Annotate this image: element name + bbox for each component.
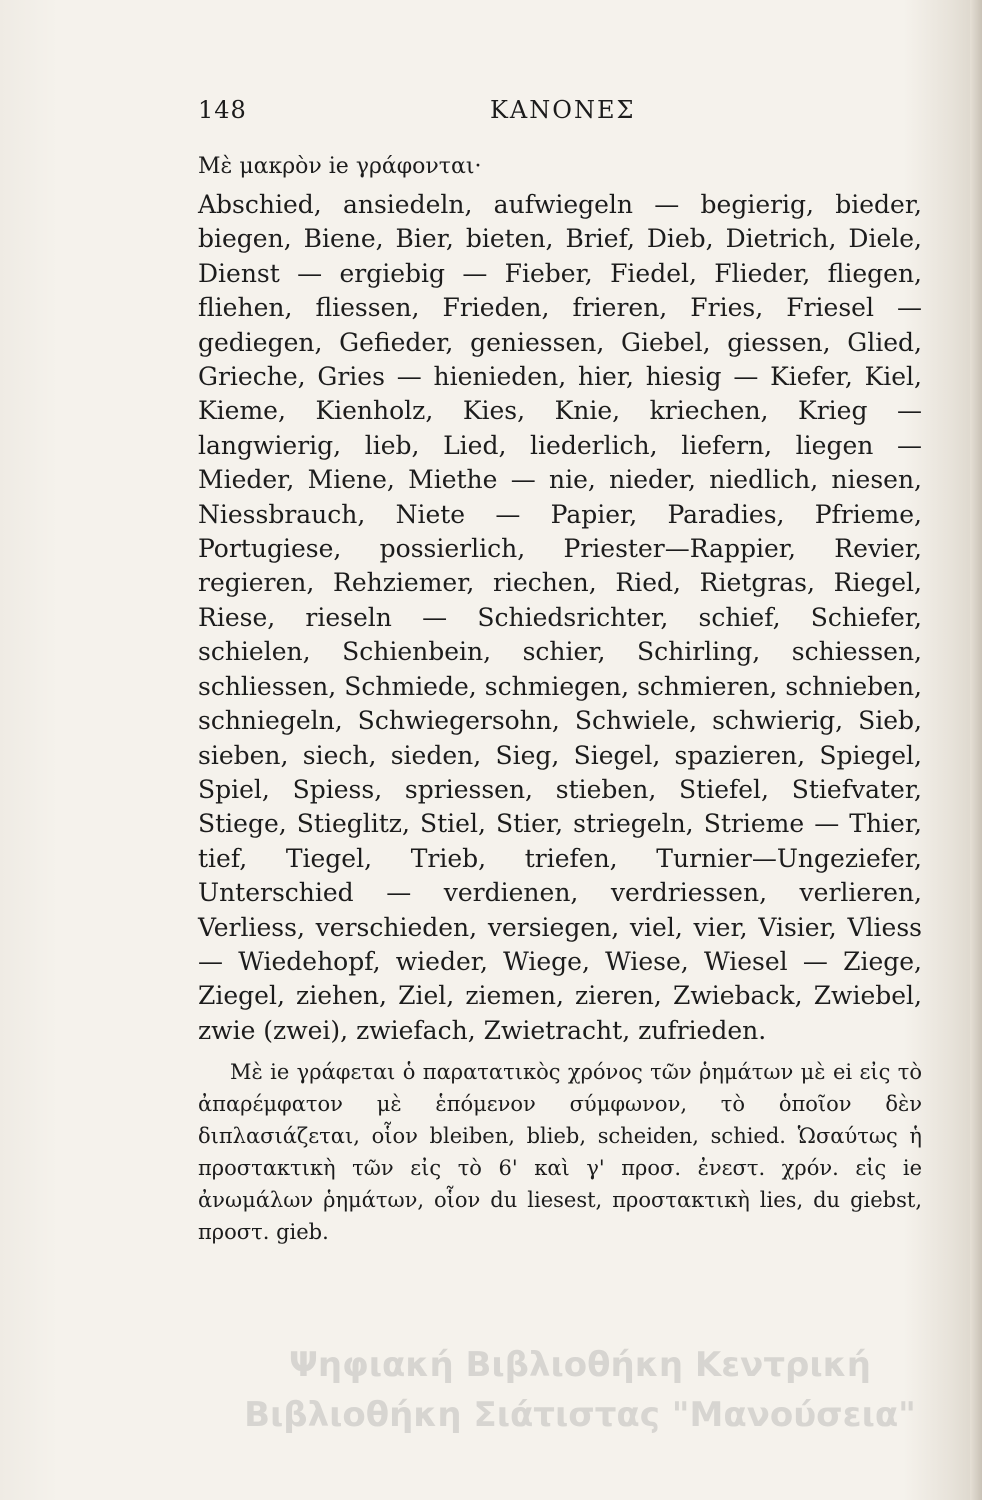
library-watermark: Ψηφιακή Βιβλιοθήκη Κεντρική Βιβλιοθήκη Σιάτιστας "Μανούσεια"	[244, 1345, 916, 1435]
page-edge	[970, 0, 982, 1500]
running-title: ΚΑΝΟΝΕΣ	[490, 96, 636, 124]
grammar-note: Μὲ ie γράφεται ὁ παρατατικὸς χρόνος τῶν ῥημάτων μὲ ei εἰς τὸ ἀπαρέμφατον μὲ ἑπόμενον σύμφωνον, τὸ ὁποῖον δὲν διπλασιάζεται, οἷον bleiben, blieb, scheiden, schied. Ὡσαύτως ἡ προστακτικὴ τῶν εἰς τὸ 6' καὶ γ' προσ. ἐνεστ. χρόν. εἰς ie ἀνωμάλων ῥημάτων, οἷον du liesest, προστακτικὴ lies, du giebst, προστ. gieb.	[198, 1060, 922, 1245]
page-header	[198, 96, 922, 136]
section-intro: Μὲ μακρὸν ie γράφονται·	[198, 154, 482, 179]
word-list-paragraph: Abschied, ansiedeln, aufwiegeln — begierig, bieder, biegen, Biene, Bier, bieten, Brief, Dieb, Dietrich, Diele, Dienst — ergiebig — Fieber, Fiedel, Flieder, fliegen, fliehen, fliessen, Frieden, frieren, Fries, Friesel — gediegen, Gefieder, geniessen, Giebel, giessen, Glied, Grieche, Gries — hienieden, hier, hiesig — Kiefer, Kiel, Kieme, Kienholz, Kies, Knie, kriechen, Krieg — langwierig, lieb, Lied, liederlich, liefern, liegen — Mieder, Miene, Miethe — nie, nieder, niedlich, niesen, Niessbrauch, Niete — Papier, Paradies, Pfrieme, Portugiese, possierlich, Priester—Rappier, Revier, regieren, Rehziemer, riechen, Ried, Rietgras, Riegel, Riese, rieseln — Schiedsrichter, schief, Schiefer, schielen, Schienbein, schier, Schirling, schiessen, schliessen, Schmiede, schmiegen, schmieren, schnieben, schniegeln, Schwiegersohn, Schwiele, schwierig, Sieb, sieben, siech, sieden, Sieg, Siegel, spazieren, Spiegel, Spiel, Spiess, spriessen, stieben, Stiefel, Stiefvater, Stiege, Stieglitz, Stiel, Stier, striegeln, Strieme — Thier, tief, Tiegel, Trieb, triefen, Turnier—Ungeziefer, Unterschied — verdienen, verdriessen, verlieren, Verliess, verschieden, versiegen, viel, vier, Visier, Vliess — Wiedehopf, wieder, Wiege, Wiese, Wiesel — Ziege, Ziegel, ziehen, Ziel, ziemen, zieren, Zwieback, Zwiebel, zwie (zwei), zwiefach, Zwietracht, zufrieden.	[198, 190, 922, 1045]
page-body	[198, 150, 922, 1248]
page-number: 148	[198, 96, 247, 124]
